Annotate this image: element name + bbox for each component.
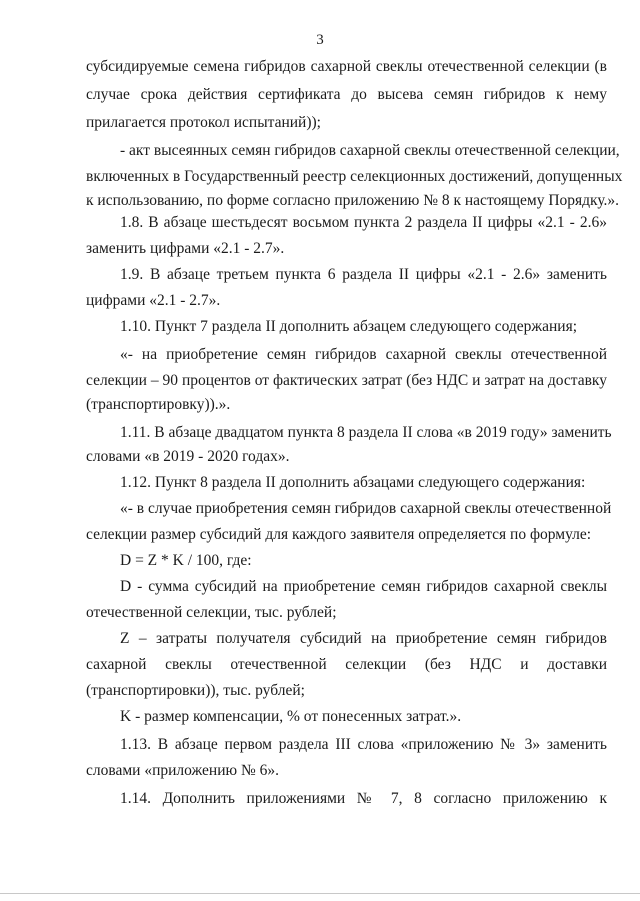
text-line: включенных в Государственный реестр селекционных достижений, допущенных xyxy=(86,168,623,185)
page-number: 3 xyxy=(316,32,324,48)
text-line: 1.13. В абзаце первом раздела III слова «приложению № 3» заменить xyxy=(120,736,607,753)
text-line: 1.14. Дополнить приложениями № 7, 8 согласно приложению к xyxy=(120,790,607,807)
text-line: селекции размер субсидий для каждого заявителя определяется по формуле: xyxy=(86,526,592,543)
text-line: случае срока действия сертификата до высева семян гибридов к нему xyxy=(86,86,607,103)
text-line: селекции – 90 процентов от фактических затрат (без НДС и затрат на доставку xyxy=(86,372,607,389)
text-line: заменить цифрами «2.1 - 2.7». xyxy=(86,240,285,257)
text-line: 1.12. Пункт 8 раздела II дополнить абзацами следующего содержания: xyxy=(120,474,586,491)
text-line: (транспортировки)), тыс. рублей; xyxy=(86,682,305,699)
text-line: «- на приобретение семян гибридов сахарной свеклы отечественной xyxy=(120,346,607,363)
text-line: 1.10. Пункт 7 раздела II дополнить абзацем следующего содержания; xyxy=(120,318,578,335)
text-line: цифрами «2.1 - 2.7». xyxy=(86,292,221,309)
text-line: «- в случае приобретения семян гибридов сахарной свеклы отечественной xyxy=(120,500,612,517)
text-line: 1.8. В абзаце шестьдесят восьмом пункта 2 раздела II цифры «2.1 - 2.6» xyxy=(120,214,607,231)
text-line: (транспортировку)).». xyxy=(86,396,231,413)
text-line: K - размер компенсации, % от понесенных затрат.». xyxy=(120,708,462,725)
text-line: D - сумма субсидий на приобретение семян гибридов сахарной свеклы xyxy=(120,578,607,595)
text-line: отечественной селекции, тыс. рублей; xyxy=(86,604,337,621)
text-line: сахарной свеклы отечественной селекции (без НДС и доставки xyxy=(86,656,607,673)
scan-edge-line xyxy=(0,893,640,894)
text-line: субсидируемые семена гибридов сахарной свеклы отечественной селекции (в xyxy=(86,58,607,75)
text-line: 1.9. В абзаце третьем пункта 6 раздела II цифры «2.1 - 2.6» заменить xyxy=(120,266,607,283)
text-line: - акт высеянных семян гибридов сахарной свеклы отечественной селекции, xyxy=(120,142,620,159)
text-line: словами «приложению № 6». xyxy=(86,762,279,779)
text-line: Z – затраты получателя субсидий на приобретение семян гибридов xyxy=(120,630,607,647)
text-line: D = Z * K / 100, где: xyxy=(120,552,252,569)
text-line: к использованию, по форме согласно приложению № 8 к настоящему Порядку.». xyxy=(86,192,620,209)
text-line: 1.11. В абзаце двадцатом пункта 8 раздела II слова «в 2019 году» заменить xyxy=(120,424,612,441)
text-line: словами «в 2019 - 2020 годах». xyxy=(86,448,290,465)
text-line: прилагается протокол испытаний)); xyxy=(86,114,321,131)
